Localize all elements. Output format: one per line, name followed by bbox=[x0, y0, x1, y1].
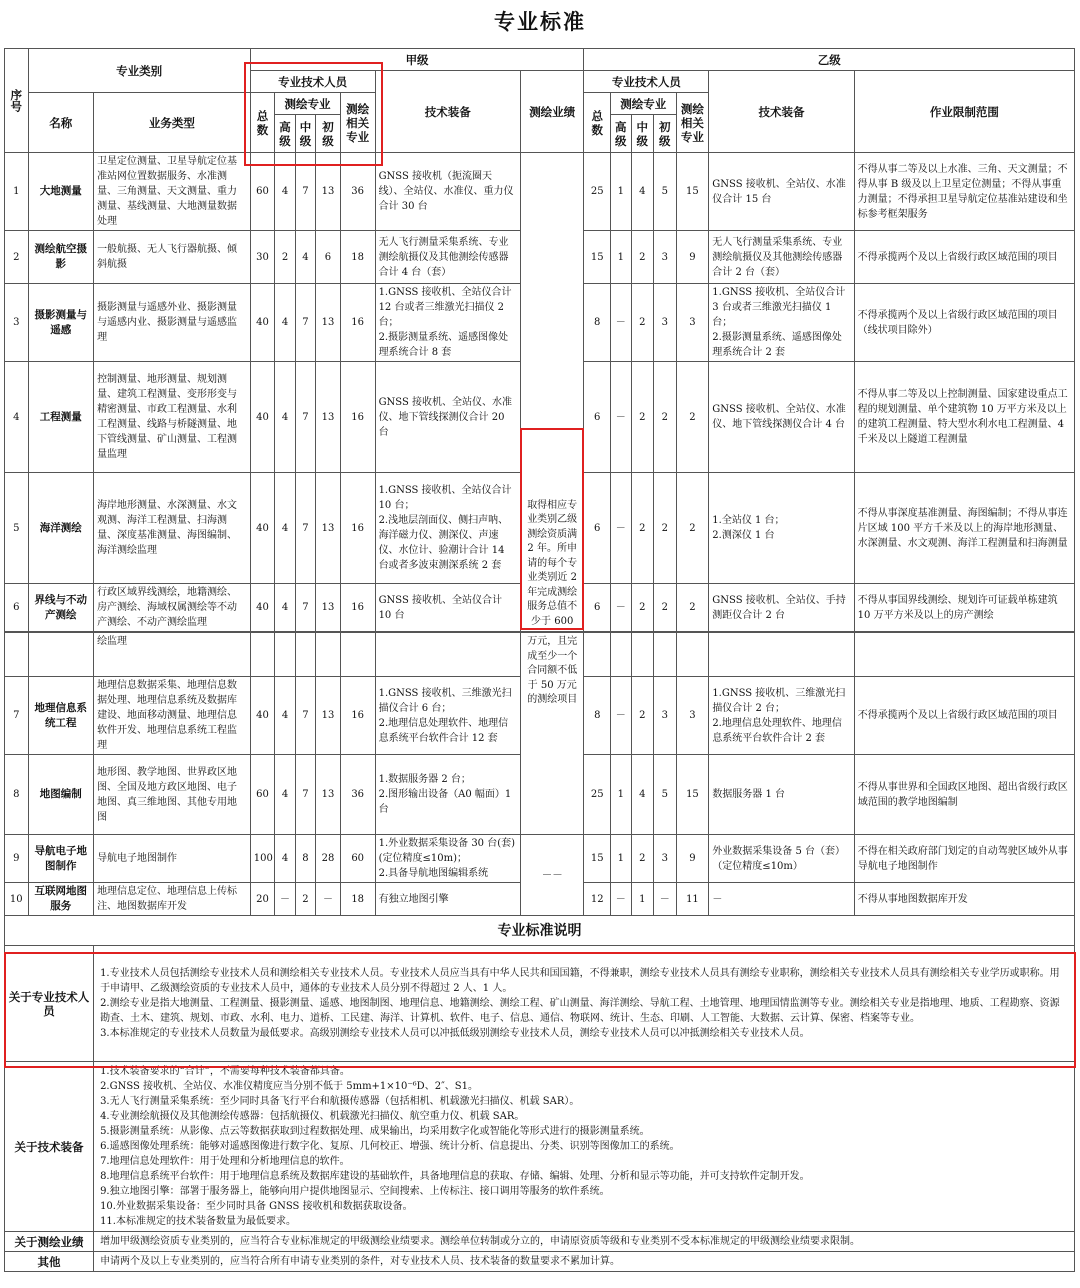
row-name: 摄影测量与遥感 bbox=[28, 284, 94, 362]
row-name: 测绘航空摄影 bbox=[28, 231, 94, 284]
row-no: 9 bbox=[5, 835, 29, 883]
b-senior: 1 bbox=[611, 755, 631, 835]
a-equipment: 1.GNSS 接收机、三维激光扫描仪合计 6 台； 2.地理信息处理软件、地理信息系统平台软件合计 12 套 bbox=[375, 677, 520, 755]
row-name: 地图编制 bbox=[28, 755, 94, 835]
notes-content bbox=[94, 1232, 1075, 1252]
empty-cell bbox=[28, 633, 94, 677]
empty-cell bbox=[316, 633, 341, 677]
a-junior: 13 bbox=[316, 284, 341, 362]
b-equipment: 数据服务器 1 台 bbox=[709, 755, 854, 835]
notes-row bbox=[5, 1232, 1075, 1252]
a-equipment: 1.数据服务器 2 台； 2.图形输出设备（A0 幅面）1 台 bbox=[375, 755, 520, 835]
a-middle: 7 bbox=[295, 677, 315, 755]
a-total: 30 bbox=[250, 231, 275, 284]
notes-label: 关于专业技术人员 bbox=[5, 946, 94, 1062]
empty-cell bbox=[709, 633, 854, 677]
row-business-type: 地理信息数据采集、地理信息数据处理、地理信息系统及数据库建设、地面移动测量、地理信息软件开发、地理信息系统工程监理 bbox=[94, 677, 251, 755]
b-equipment: 1.GNSS 接收机、三维激光扫描仪合计 2 台； 2.地理信息处理软件、地理信息系统平台软件合计 2 套 bbox=[709, 677, 854, 755]
row-no: 3 bbox=[5, 284, 29, 362]
b-total: 15 bbox=[584, 231, 611, 284]
b-middle: 2 bbox=[631, 835, 654, 883]
note-line: 3.无人飞行测量采集系统：至少同时具备飞行平台和航摄传感器（包括相机、机载激光扫描仪、机载 SAR）。 bbox=[100, 1096, 580, 1107]
a-middle: 7 bbox=[295, 153, 315, 231]
b-related: 9 bbox=[676, 231, 709, 284]
row-business-type: 卫星定位测量、卫星导航定位基准站网位置数据服务、水准测量、三角测量、天文测量、重力测量、基线测量、大地测量数据处理 bbox=[94, 153, 251, 231]
scope-limit: 不得从事深度基准测量、海图编制；不得从事连片区域 100 平方千米及以上的海岸地形测量、水深测量、水文观测、海洋工程测量和扫海测量 bbox=[854, 473, 1074, 584]
row-name: 界线与不动产测绘 bbox=[28, 584, 94, 632]
a-total: 40 bbox=[250, 677, 275, 755]
a-equipment: 有独立地图引擎 bbox=[375, 883, 520, 916]
row-name: 海洋测绘 bbox=[28, 473, 94, 584]
a-junior: 13 bbox=[316, 473, 341, 584]
page-title: 专业标准 bbox=[494, 9, 586, 34]
note-line: 2.测绘专业是指大地测量、工程测量、摄影测量、遥感、地图制图、地理信息、地籍测绘、测绘工程、矿山测量、海洋测绘、导航工程、土地管理、地理国情监测等专业。测绘相关专业是指地理、地质、工程勘察、资源勘查、土木、建筑、规划、市政、水利、电力、道桥、工民建、海洋、计算机、软件、电子、信息、通信、物联网、统计、生态、印刷、人工智能、大数据、云计算、保密、档案等专业。 bbox=[100, 998, 1060, 1024]
notes-content bbox=[94, 946, 1075, 1062]
header-grade-b: 乙级 bbox=[584, 49, 1075, 71]
a-related: 16 bbox=[340, 584, 375, 632]
b-junior: － bbox=[654, 883, 677, 916]
note-line: 10.外业数据采集设备：至少同时具备 GNSS 接收机和数据获取设备。 bbox=[100, 1201, 413, 1212]
performance-requirement: 取得相应专业类别乙级测绘资质满 2 年。所申请的每个专业类别近 2 年完成测绘服务总值不少于 600 bbox=[520, 153, 584, 632]
empty-cell bbox=[654, 633, 677, 677]
a-junior: 28 bbox=[316, 835, 341, 883]
empty-cell bbox=[631, 633, 654, 677]
a-total: 40 bbox=[250, 473, 275, 584]
notes-content bbox=[94, 1252, 1075, 1272]
b-senior: － bbox=[611, 362, 631, 473]
note-line: 11.本标准规定的技术装备数量为最低要求。 bbox=[100, 1216, 296, 1227]
b-equipment: － bbox=[709, 883, 854, 916]
b-total: 8 bbox=[584, 284, 611, 362]
notes-row bbox=[5, 1062, 1075, 1232]
scope-limit: 不得承揽两个及以上省级行政区域范围的项目 bbox=[854, 677, 1074, 755]
header-a-senior: 高级 bbox=[275, 115, 295, 153]
row-name: 大地测量 bbox=[28, 153, 94, 231]
header-a-junior: 初级 bbox=[316, 115, 341, 153]
b-middle: 1 bbox=[631, 883, 654, 916]
b-junior: 5 bbox=[654, 153, 677, 231]
b-related: 15 bbox=[676, 755, 709, 835]
row-no: 7 bbox=[5, 677, 29, 755]
b-junior: 2 bbox=[654, 362, 677, 473]
empty-cell bbox=[295, 633, 315, 677]
a-related: 60 bbox=[340, 835, 375, 883]
b-related: 15 bbox=[676, 153, 709, 231]
a-junior: 13 bbox=[316, 755, 341, 835]
header-b-survey-major: 测绘专业 bbox=[611, 93, 677, 115]
row-no: 6 bbox=[5, 584, 29, 632]
b-equipment: 无人飞行测量采集系统、专业测绘航摄仪及其他测绘传感器合计 2 台（套） bbox=[709, 231, 854, 284]
row-no: 10 bbox=[5, 883, 29, 916]
empty-cell bbox=[676, 633, 709, 677]
row-business-type: 海岸地形测量、水深测量、水文观测、海洋工程测量、扫海测量、深度基准测量、海图编制、海洋测绘监理 bbox=[94, 473, 251, 584]
notes-label: 关于技术装备 bbox=[5, 1062, 94, 1232]
b-senior: 1 bbox=[611, 835, 631, 883]
b-middle: 2 bbox=[631, 473, 654, 584]
empty-cell bbox=[375, 633, 520, 677]
a-junior: 13 bbox=[316, 153, 341, 231]
row-business-type: 行政区域界线测绘，地籍测绘、房产测绘、海域权属测绘等不动产测绘、不动产测绘监理 bbox=[94, 584, 251, 632]
b-total: 6 bbox=[584, 473, 611, 584]
a-senior: 4 bbox=[275, 284, 295, 362]
a-related: 16 bbox=[340, 284, 375, 362]
row-business-type: 一般航摄、无人飞行器航摄、倾斜航摄 bbox=[94, 231, 251, 284]
a-related: 16 bbox=[340, 473, 375, 584]
scope-limit: 不得在相关政府部门划定的自动驾驶区域外从事导航电子地图制作 bbox=[854, 835, 1074, 883]
row-business-type: 地理信息定位、地理信息上传标注、地图数据库开发 bbox=[94, 883, 251, 916]
a-senior: 4 bbox=[275, 473, 295, 584]
table-row bbox=[5, 835, 1075, 883]
b-total: 25 bbox=[584, 153, 611, 231]
b-related: 2 bbox=[676, 473, 709, 584]
empty-cell bbox=[250, 633, 275, 677]
a-total: 20 bbox=[250, 883, 275, 916]
b-equipment: GNSS 接收机、全站仪、水准仪、地下管线探测仪合计 4 台 bbox=[709, 362, 854, 473]
b-senior: － bbox=[611, 284, 631, 362]
header-a-middle: 中级 bbox=[295, 115, 315, 153]
b-equipment: 1.GNSS 接收机、全站仪合计 3 台或者三维激光扫描仪 1 台； 2.摄影测量系统、遥感图像处理系统合计 2 套 bbox=[709, 284, 854, 362]
a-related: 36 bbox=[340, 153, 375, 231]
a-junior: 13 bbox=[316, 584, 341, 632]
a-total: 40 bbox=[250, 584, 275, 632]
note-line: 1.技术装备要求的“合计”，不需要每种技术装备都具备。 bbox=[100, 1066, 350, 1077]
header-b-senior: 高级 bbox=[611, 115, 631, 153]
a-middle: 7 bbox=[295, 473, 315, 584]
b-middle: 2 bbox=[631, 362, 654, 473]
b-middle: 2 bbox=[631, 231, 654, 284]
header-b-equipment: 技术装备 bbox=[709, 71, 854, 153]
note-line: 2.GNSS 接收机、全站仪、水准仪精度应当分别不低于 5mm+1×10⁻⁶D、2″、S1。 bbox=[100, 1081, 479, 1092]
notes-title-row bbox=[5, 916, 1075, 946]
b-total: 8 bbox=[584, 677, 611, 755]
b-related: 3 bbox=[676, 677, 709, 755]
b-total: 6 bbox=[584, 584, 611, 632]
a-related: 18 bbox=[340, 231, 375, 284]
header-b-related: 测绘相关专业 bbox=[676, 93, 709, 153]
a-total: 40 bbox=[250, 284, 275, 362]
row-name: 导航电子地图制作 bbox=[28, 835, 94, 883]
a-equipment: 1.外业数据采集设备 30 台(套)(定位精度≤10m)； 2.具备导航地图编辑系统 bbox=[375, 835, 520, 883]
header-name: 名称 bbox=[28, 93, 94, 153]
b-senior: 1 bbox=[611, 153, 631, 231]
notes-row bbox=[5, 946, 1075, 1062]
b-related: 9 bbox=[676, 835, 709, 883]
row-name: 地理信息系统工程 bbox=[28, 677, 94, 755]
row-name: 互联网地图服务 bbox=[28, 883, 94, 916]
b-senior: － bbox=[611, 584, 631, 632]
header-b-tech-staff: 专业技术人员 bbox=[584, 71, 709, 93]
b-middle: 4 bbox=[631, 755, 654, 835]
notes-title: 专业标准说明 bbox=[5, 916, 1075, 946]
scope-limit: 不得从事地图数据库开发 bbox=[854, 883, 1074, 916]
a-related: 18 bbox=[340, 883, 375, 916]
a-middle: 7 bbox=[295, 584, 315, 632]
header-a-related: 测绘相关专业 bbox=[340, 93, 375, 153]
header-a-survey-major: 测绘专业 bbox=[275, 93, 341, 115]
empty-cell bbox=[275, 633, 295, 677]
b-related: 11 bbox=[676, 883, 709, 916]
b-junior: 3 bbox=[654, 284, 677, 362]
notes-row bbox=[5, 1252, 1075, 1272]
performance-requirement-cont: 万元，且完成至少一个合同额不低于 50 万元的测绘项目 bbox=[520, 633, 583, 835]
a-equipment: 1.GNSS 接收机、全站仪合计 12 台或者三维激光扫描仪 2 台； 2.摄影测量系统、遥感图像处理系统合计 8 套 bbox=[375, 284, 520, 362]
a-middle: 8 bbox=[295, 835, 315, 883]
row-business-type: 导航电子地图制作 bbox=[94, 835, 251, 883]
a-senior: 4 bbox=[275, 362, 295, 473]
row-no: 4 bbox=[5, 362, 29, 473]
standards-table-part2 bbox=[4, 632, 1075, 1272]
row-business-type: 地形图、教学地图、世界政区地图、全国及地方政区地图、电子地图、真三维地图、其他专用地图 bbox=[94, 755, 251, 835]
header-performance: 测绘业绩 bbox=[520, 71, 584, 153]
b-total: 15 bbox=[584, 835, 611, 883]
b-middle: 2 bbox=[631, 284, 654, 362]
a-related: 16 bbox=[340, 677, 375, 755]
a-junior: 13 bbox=[316, 362, 341, 473]
empty-cell bbox=[340, 633, 375, 677]
b-total: 6 bbox=[584, 362, 611, 473]
b-senior: － bbox=[611, 883, 631, 916]
note-line: 申请两个及以上专业类别的，应当符合所有申请专业类别的条件，对专业技术人员、技术装备的数量要求不累加计算。 bbox=[100, 1256, 621, 1267]
empty-cell bbox=[611, 633, 631, 677]
row-name: 工程测量 bbox=[28, 362, 94, 473]
b-total: 25 bbox=[584, 755, 611, 835]
header-b-middle: 中级 bbox=[631, 115, 654, 153]
performance-placeholder: －－ bbox=[520, 835, 583, 916]
b-junior: 2 bbox=[654, 584, 677, 632]
b-junior: 3 bbox=[654, 677, 677, 755]
b-junior: 3 bbox=[654, 231, 677, 284]
empty-cell bbox=[584, 633, 611, 677]
header-b-total: 总数 bbox=[584, 93, 611, 153]
row-business-type: 摄影测量与遥感外业、摄影测量与遥感内业、摄影测量与遥感监理 bbox=[94, 284, 251, 362]
standards-table-part1 bbox=[4, 48, 1075, 632]
b-total: 12 bbox=[584, 883, 611, 916]
a-junior: 13 bbox=[316, 677, 341, 755]
a-senior: － bbox=[275, 883, 295, 916]
b-senior: － bbox=[611, 473, 631, 584]
row-no: 1 bbox=[5, 153, 29, 231]
a-senior: 4 bbox=[275, 835, 295, 883]
b-equipment: 1.全站仪 1 台； 2.测深仪 1 台 bbox=[709, 473, 854, 584]
notes-label: 关于测绘业绩 bbox=[5, 1232, 94, 1252]
scope-limit: 不得从事国界线测绘、规划许可证载单栋建筑 10 万平方米及以上的房产测绘 bbox=[854, 584, 1074, 632]
a-senior: 4 bbox=[275, 153, 295, 231]
header-a-tech-staff: 专业技术人员 bbox=[250, 71, 375, 93]
row-no: 2 bbox=[5, 231, 29, 284]
row-no: 5 bbox=[5, 473, 29, 584]
note-line: 增加甲级测绘资质专业类别的，应当符合专业标准规定的甲级测绘业绩要求。测绘单位转制或分立的，申请原资质等级和专业类别不受本标准规定的甲级测绘业绩要求限制。 bbox=[100, 1236, 861, 1247]
a-equipment: 无人飞行测量采集系统、专业测绘航摄仪及其他测绘传感器合计 4 台（套） bbox=[375, 231, 520, 284]
note-line: 9.独立地图引擎：部署于服务器上，能够向用户提供地图显示、空间搜索、上传标注、接口调用等服务的软件系统。 bbox=[100, 1186, 610, 1197]
a-middle: 7 bbox=[295, 362, 315, 473]
a-related: 16 bbox=[340, 362, 375, 473]
b-equipment: GNSS 接收机、全站仪、水准仪合计 15 台 bbox=[709, 153, 854, 231]
a-middle: 2 bbox=[295, 883, 315, 916]
b-junior: 5 bbox=[654, 755, 677, 835]
b-middle: 2 bbox=[631, 584, 654, 632]
scope-limit: 不得承揽两个及以上省级行政区域范围的项目（线状项目除外） bbox=[854, 284, 1074, 362]
header-scope: 作业限制范围 bbox=[854, 71, 1074, 153]
row-business-type: 控制测量、地形测量、规划测量、建筑工程测量、变形形变与精密测量、市政工程测量、水利工程测量、线路与桥隧测量、地下管线测量、矿山测量、工程测量监理 bbox=[94, 362, 251, 473]
a-total: 60 bbox=[250, 153, 275, 231]
a-junior: 6 bbox=[316, 231, 341, 284]
row-no: 8 bbox=[5, 755, 29, 835]
a-total: 100 bbox=[250, 835, 275, 883]
header-b-junior: 初级 bbox=[654, 115, 677, 153]
b-senior: － bbox=[611, 677, 631, 755]
note-line: 1.专业技术人员包括测绘专业技术人员和测绘相关专业技术人员。专业技术人员应当具有中华人民共和国国籍，不得兼职，测绘专业技术人员具有测绘专业职称，测绘相关专业技术人员具有测绘相关专业学历或职称。用于申请甲、乙级测绘资质的专业技术人员中，通体的专业技术人员分别不得超过 2 人、1 人。 bbox=[100, 968, 1060, 994]
a-middle: 7 bbox=[295, 755, 315, 835]
note-line: 7.地理信息处理软件：用于处理和分析地理信息的软件。 bbox=[100, 1156, 350, 1167]
b-senior: 1 bbox=[611, 231, 631, 284]
note-line: 3.本标准规定的专业技术人员数量为最低要求。高级别测绘专业技术人员可以冲抵低级别测绘专业技术人员，测绘专业技术人员可以冲抵测绘相关专业技术人员。 bbox=[100, 1028, 810, 1039]
b-junior: 2 bbox=[654, 473, 677, 584]
a-equipment: GNSS 接收机（扼流圈天线）、全站仪、水准仪、重力仪合计 30 台 bbox=[375, 153, 520, 231]
b-equipment: 外业数据采集设备 5 台（套）（定位精度≤10m） bbox=[709, 835, 854, 883]
continuation-row bbox=[5, 633, 1075, 677]
a-middle: 7 bbox=[295, 284, 315, 362]
a-total: 60 bbox=[250, 755, 275, 835]
b-middle: 4 bbox=[631, 153, 654, 231]
scope-limit: 不得承揽两个及以上省级行政区域范围的项目 bbox=[854, 231, 1074, 284]
a-equipment: GNSS 接收机、全站仪、水准仪、地下管线探测仪合计 20 台 bbox=[375, 362, 520, 473]
b-equipment: GNSS 接收机、全站仪、手持测距仪合计 2 台 bbox=[709, 584, 854, 632]
header-a-equipment: 技术装备 bbox=[375, 71, 520, 153]
header-business: 业务类型 bbox=[94, 93, 251, 153]
a-related: 36 bbox=[340, 755, 375, 835]
scope-limit: 不得从事二等及以上水准、三角、天文测量；不得从事 B 级及以上卫星定位测量；不得从事重力测量；不得承担卫星导航定位基准站建设和坐标参考框架服务 bbox=[854, 153, 1074, 231]
b-related: 2 bbox=[676, 584, 709, 632]
b-related: 3 bbox=[676, 284, 709, 362]
scope-limit: 不得从事二等及以上控制测量、国家建设重点工程的规划测量、单个建筑物 10 万平方米及以上的建筑工程测量、特大型水利水电工程测量、4 千米及以上隧道工程测量 bbox=[854, 362, 1074, 473]
note-line: 5.摄影测量系统：从影像、点云等数据获取到过程数据处理、成果输出，均采用数字化或智能化等形式进行的摄影测量系统。 bbox=[100, 1126, 650, 1137]
a-total: 40 bbox=[250, 362, 275, 473]
note-line: 4.专业测绘航摄仪及其他测绘传感器：包括航摄仪、机载激光扫描仪、航空重力仪、机载 SAR。 bbox=[100, 1111, 525, 1122]
a-senior: 2 bbox=[275, 231, 295, 284]
notes-content bbox=[94, 1062, 1075, 1232]
a-equipment: 1.GNSS 接收机、全站仪合计 10 台； 2.浅地层剖面仪、侧扫声呐、海洋磁力仪、测深仪、声速仪、水位计、验潮计合计 14 台或者多波束测深系统 2 套 bbox=[375, 473, 520, 584]
a-senior: 4 bbox=[275, 755, 295, 835]
a-middle: 4 bbox=[295, 231, 315, 284]
scope-limit: 不得从事世界和全国政区地图、超出省级行政区域范围的教学地图编制 bbox=[854, 755, 1074, 835]
a-senior: 4 bbox=[275, 677, 295, 755]
a-senior: 4 bbox=[275, 584, 295, 632]
continued-business-type: 绘监理 bbox=[94, 633, 251, 677]
note-line: 6.遥感图像处理系统：能够对遥感图像进行数字化、复原、几何校正、增强、统计分析、信息提出、分类、识别等图像加工的系统。 bbox=[100, 1141, 680, 1152]
empty-cell bbox=[854, 633, 1074, 677]
a-junior: － bbox=[316, 883, 341, 916]
header-category: 专业类别 bbox=[28, 49, 250, 93]
a-equipment: GNSS 接收机、全站仪合计 10 台 bbox=[375, 584, 520, 632]
header-a-total: 总数 bbox=[250, 93, 275, 153]
b-middle: 2 bbox=[631, 677, 654, 755]
empty-cell bbox=[5, 633, 29, 677]
note-line: 8.地理信息系统平台软件：用于地理信息系统及数据库建设的基础软件，具备地理信息的获取、存储、编辑、处理、分析和显示等功能，并可支持软件定制开发。 bbox=[100, 1171, 810, 1182]
b-related: 2 bbox=[676, 362, 709, 473]
notes-label: 其他 bbox=[5, 1252, 94, 1272]
b-junior: 3 bbox=[654, 835, 677, 883]
table-row bbox=[5, 153, 1075, 231]
header-seq: 序号 bbox=[5, 49, 29, 153]
header-grade-a: 甲级 bbox=[250, 49, 584, 71]
